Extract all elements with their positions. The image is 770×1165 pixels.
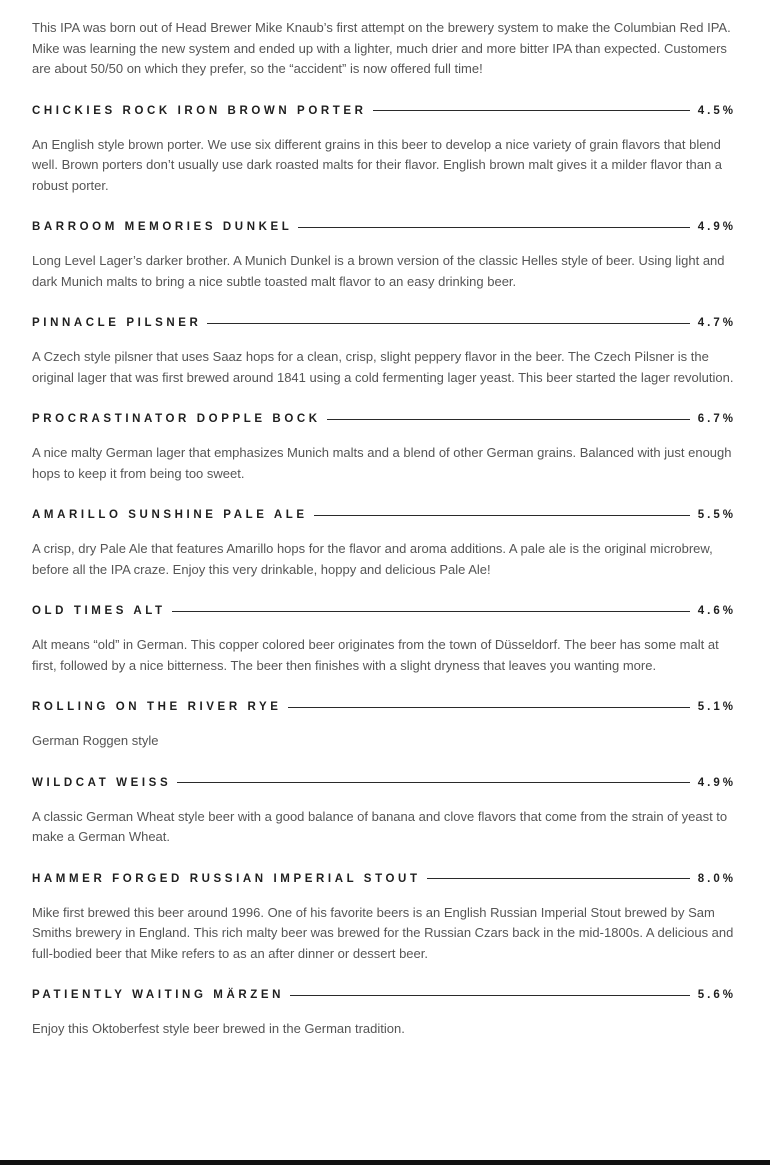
beer-name: PATIENTLY WAITING MÄRZEN (32, 989, 285, 1001)
menu-item-header (32, 217, 736, 237)
leader-line (298, 227, 689, 228)
beer-abv: 4.9% (697, 221, 736, 233)
beer-description: Long Level Lager’s darker brother. A Munich Dunkel is a brown version of the classic Helles style of beer. Using light and dark Munich malts to bring a nice subtle toasted malt flavor to an easy drinking beer. (32, 253, 725, 289)
beer-abv: 4.7% (697, 317, 736, 329)
beer-abv: 5.5% (697, 509, 736, 521)
beer-abv: 4.6% (697, 605, 736, 617)
leader-line (327, 419, 690, 420)
beer-name: PROCRASTINATOR DOPPLE BOCK (32, 413, 321, 425)
beer-name: ROLLING ON THE RIVER RYE (32, 701, 282, 713)
beer-name: PINNACLE PILSNER (32, 317, 202, 329)
beer-description: German Roggen style (32, 733, 159, 748)
leader-line (172, 611, 690, 612)
beer-description: An English style brown porter. We use six different grains in this beer to develop a nice variety of grain flavors that blend well. Brown porters don’t usually use dark roasted malts for their flavor. English brown malt gives it a milder flavor than a robust porter. (32, 136, 723, 193)
leader-line (207, 323, 689, 324)
beer-description: This IPA was born out of Head Brewer Mike Knaub’s first attempt on the brewery system to make the Columbian Red IPA. Mike was learning the new system and ended up with a lighter, much drier and more bitter IPA than expected. Customers are about 50/50 on which they prefer, so the “accident” is now offered full time! (32, 20, 731, 76)
menu-item-header (32, 985, 736, 1005)
beer-description: A classic German Wheat style beer with a good balance of banana and clove flavors that come from the strain of yeast to make a German Wheat. (32, 808, 728, 844)
beer-abv: 8.0% (697, 872, 736, 885)
menu-item-header (32, 773, 736, 793)
menu-item-header (32, 505, 736, 525)
beer-description: Enjoy this Oktoberfest style beer brewed in the German tradition. (32, 1021, 405, 1036)
menu-item (32, 409, 736, 484)
beer-name: HAMMER FORGED RUSSIAN IMPERIAL STOUT (32, 872, 421, 885)
beer-abv: 6.7% (697, 413, 736, 425)
beer-description: A Czech style pilsner that uses Saaz hops for a clean, crisp, slight peppery flavor in the beer. The Czech Pilsner is the original lager that was first brewed around 1841 using a cold fermenting lager yeast. This beer started the lager revolution. (32, 349, 734, 385)
menu-item-header (32, 697, 736, 717)
beer-name: CHICKIES ROCK IRON BROWN PORTER (32, 104, 367, 117)
beer-abv: 5.6% (697, 989, 736, 1001)
beer-abv: 4.5% (697, 104, 736, 117)
leader-line (290, 995, 690, 996)
beer-name: WILDCAT WEISS (32, 776, 172, 789)
footer-bar (0, 1160, 770, 1165)
leader-line (373, 110, 690, 111)
menu-item (32, 313, 736, 388)
menu-item-header (32, 409, 736, 429)
beer-description: A nice malty German lager that emphasizes Munich malts and a blend of other German grains. Balanced with just enough hops to keep it from being too sweet. (32, 445, 732, 481)
beer-name: BARROOM MEMORIES DUNKEL (32, 221, 293, 233)
beer-menu (32, 0, 736, 1061)
menu-item-header (32, 0, 736, 4)
leader-line (288, 707, 690, 708)
beer-description: A crisp, dry Pale Ale that features Amarillo hops for the flavor and aroma additions. A pale ale is the original microbrew, before all the IPA craze. Enjoy this very drinkable, hoppy and delicious Pale Ale! (32, 541, 713, 577)
beer-abv: 4.9% (697, 776, 736, 789)
menu-item (32, 773, 736, 848)
leader-line (314, 515, 690, 516)
menu-item (32, 985, 736, 1040)
menu-item (32, 0, 736, 80)
leader-line (177, 782, 690, 783)
menu-item (32, 601, 736, 676)
leader-line (427, 878, 690, 879)
beer-name: OLD TIMES ALT (32, 605, 166, 617)
menu-item (32, 869, 736, 965)
menu-item (32, 217, 736, 292)
menu-item (32, 505, 736, 580)
menu-item (32, 697, 736, 752)
menu-item-header (32, 601, 736, 621)
beer-description: Alt means “old” in German. This copper colored beer originates from the town of Düsseldorf. The beer has some malt at first, followed by a nice bitterness. The beer then finishes with a slight dryness that leaves you wanting more. (32, 637, 719, 673)
beer-description: Mike first brewed this beer around 1996. One of his favorite beers is an English Russian Imperial Stout brewed by Sam Smiths brewery in England. This rich malty beer was brewed for the Russian Czars back in the mid-1800s. A delicious and full-bodied beer that Mike refers to as an after dinner or dessert beer. (32, 904, 734, 961)
menu-item-header (32, 101, 736, 121)
menu-item-header (32, 313, 736, 333)
menu-item-header (32, 869, 736, 889)
beer-abv: 5.1% (697, 701, 736, 713)
menu-item (32, 101, 736, 197)
beer-name: AMARILLO SUNSHINE PALE ALE (32, 509, 308, 521)
